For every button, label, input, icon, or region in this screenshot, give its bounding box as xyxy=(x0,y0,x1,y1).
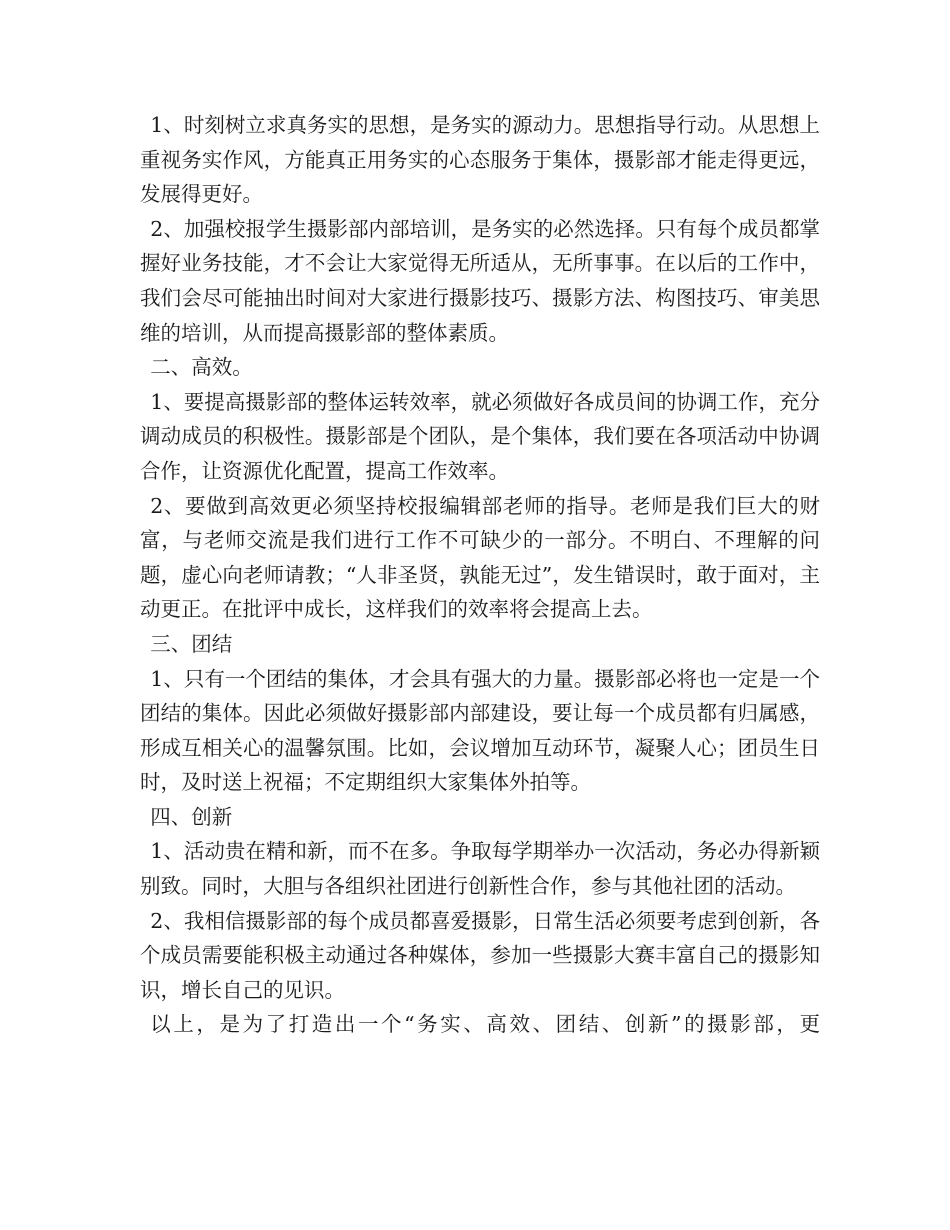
paragraph-pragmatic-1: 1、时刻树立求真务实的思想，是务实的源动力。思想指导行动。从思想上重视务实作风，方能真正用务实的心态服务于集体，摄影部才能走得更远，发展得更好。 xyxy=(140,113,820,207)
paragraph-conclusion: 以上，是为了打造出一个“务实、高效、团结、创新”的摄影部，更 xyxy=(150,1012,820,1037)
paragraph-innovation-1: 1、活动贵在精和新，而不在多。争取每学期举办一次活动，务必办得新颖别致。同时，大胆与各组织社团进行创新性合作，参与其他社团的活动。 xyxy=(140,839,820,899)
paragraph-efficiency-2: 2、要做到高效更必须坚持校报编辑部老师的指导。老师是我们巨大的财富，与老师交流是我们进行工作不可缺少的一部分。不明白、不理解的问题，虚心向老师请教；“人非圣贤，孰能无过”，发生错误时，敢于面对，主动更正。在批评中成长，这样我们的效率将会提高上去。 xyxy=(140,493,820,622)
heading-efficiency: 二、高效。 xyxy=(150,355,253,380)
heading-innovation: 四、创新 xyxy=(150,804,233,829)
paragraph-pragmatic-2: 2、加强校报学生摄影部内部培训，是务实的必然选择。只有每个成员都掌握好业务技能，才不会让大家觉得无所适从，无所事事。在以后的工作中，我们会尽可能抽出时间对大家进行摄影技巧、摄影方法、构图技巧、审美思维的培训，从而提高摄影部的整体素质。 xyxy=(140,216,820,345)
paragraph-innovation-2: 2、我相信摄影部的每个成员都喜爱摄影，日常生活必须要考虑到创新，各个成员需要能积极主动通过各种媒体，参加一些摄影大赛丰富自己的摄影知识，增长自己的见识。 xyxy=(140,908,820,1002)
heading-unity: 三、团结 xyxy=(150,631,233,656)
paragraph-unity-1: 1、只有一个团结的集体，才会具有强大的力量。摄影部必将也一定是一个团结的集体。因此必须做好摄影部内部建设，要让每一个成员都有归属感，形成互相关心的温馨氛围。比如，会议增加互动环节，凝聚人心；团员生日时，及时送上祝福；不定期组织大家集体外拍等。 xyxy=(140,666,820,795)
paragraph-efficiency-1: 1、要提高摄影部的整体运转效率，就必须做好各成员间的协调工作，充分调动成员的积极性。摄影部是个团队，是个集体，我们要在各项活动中协调合作，让资源优化配置，提高工作效率。 xyxy=(140,389,820,483)
document-page xyxy=(140,108,820,1042)
